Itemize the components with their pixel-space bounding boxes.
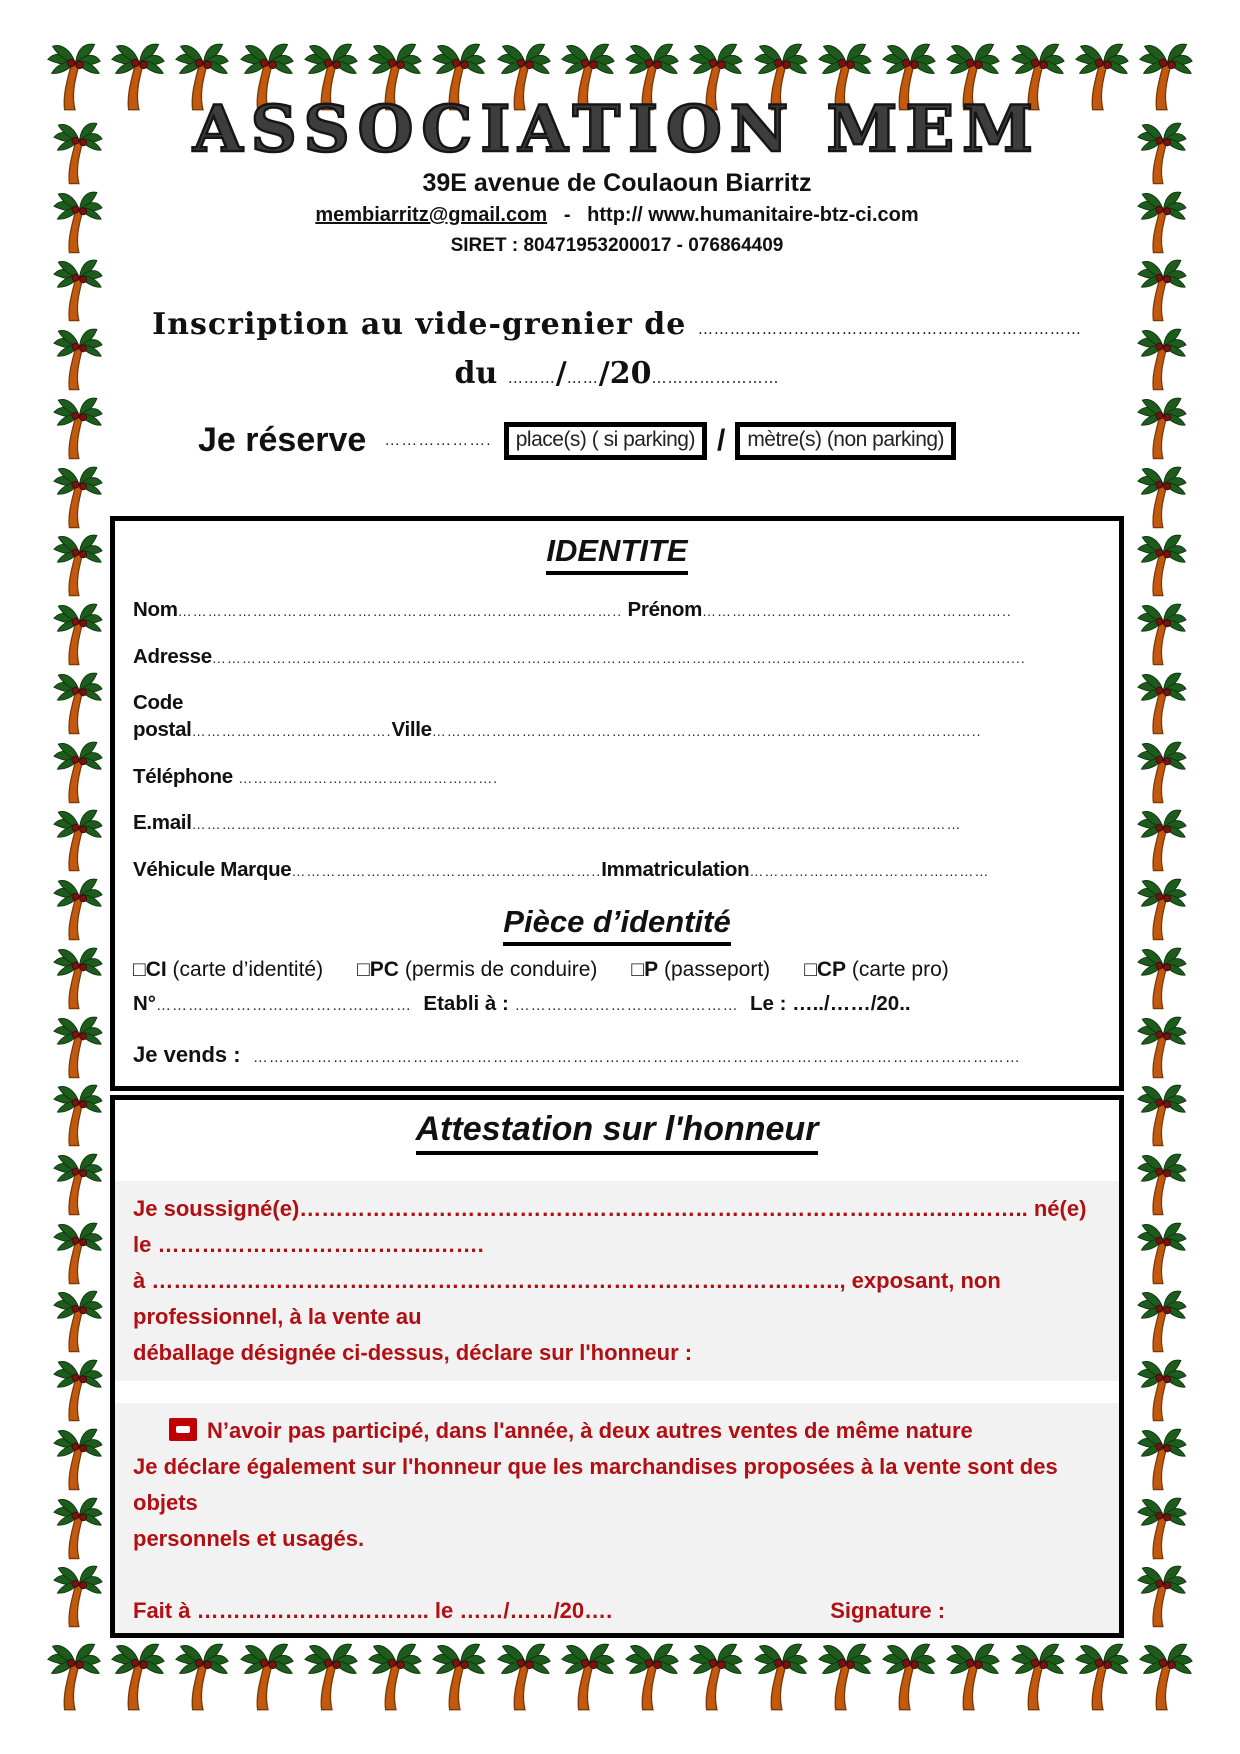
reserve-line — [198, 421, 1124, 460]
prenom-field: …………………………………………………….. — [702, 603, 1012, 620]
month-field: …… — [566, 369, 599, 388]
identity-title: IDENTITE — [133, 533, 1101, 575]
association-title: ASSOCIATION MEM — [192, 92, 1042, 167]
checkbox-ci[interactable]: □CI (carte d’identité) — [133, 957, 324, 981]
palm-tree-icon — [303, 1640, 359, 1716]
palm-tree-icon — [881, 1640, 937, 1716]
du-label: du — [454, 356, 498, 392]
telephone-label: Téléphone — [133, 764, 233, 788]
je-vends-field: ……………………………………………………………………………………………………………………………… — [252, 1048, 1021, 1066]
fait-a-label: Fait à ………………………….. le ……/……/20…. — [133, 1597, 613, 1623]
numero-field: ………………………………………… — [156, 996, 413, 1014]
year-field: …………………… — [651, 369, 780, 388]
slash: / — [555, 356, 567, 392]
attestation-line: à …………………………………………………………………………………., exposant, non professionnel, à la vente au — [133, 1267, 1001, 1329]
palm-tree-icon — [688, 1640, 744, 1716]
checkbox-p[interactable]: □P (passeport) — [631, 957, 771, 981]
places-parking-box: place(s) ( si parking) — [504, 422, 707, 460]
inscription-label: Inscription au vide-grenier de — [152, 307, 687, 343]
identity-section — [110, 516, 1124, 1090]
nom-label: Nom — [133, 598, 178, 622]
immatriculation-field: ………………………………………… — [749, 863, 990, 880]
palm-tree-icon — [817, 1640, 873, 1716]
bullet-line — [133, 1413, 1101, 1449]
piece-identite-title: Pièce d’identité — [133, 904, 1101, 946]
reserve-separator: / — [716, 423, 726, 457]
palm-tree-icon — [110, 1640, 166, 1716]
name-row — [133, 597, 1101, 624]
palm-tree-icon — [624, 1640, 680, 1716]
contact-line — [110, 204, 1124, 227]
checkbox-pc[interactable]: □PC (permis de conduire) — [357, 957, 598, 981]
palm-tree-icon — [945, 1640, 1001, 1716]
email-field: ………………………………………………………………………………………………………………………………….…… — [191, 816, 962, 833]
inscription-line — [110, 307, 1124, 342]
reserve-quantity-field: ………………. — [384, 431, 492, 449]
je-vends-row — [133, 1042, 1101, 1068]
day-field: ……… — [507, 369, 556, 388]
attestation-line: déballage désignée ci-dessus, déclare sur l'honneur : — [133, 1339, 693, 1365]
etabli-field: …………………………………… — [514, 996, 739, 1014]
id-number-row — [133, 992, 1101, 1016]
signature-label: Signature : — [830, 1597, 946, 1623]
palm-tree-icon — [174, 1640, 230, 1716]
postal-city-row — [133, 690, 1101, 743]
prenom-label: Prénom — [627, 598, 703, 622]
numero-label: N° — [133, 991, 157, 1015]
declaration-line: personnels et usagés. — [133, 1525, 365, 1551]
palm-tree-icon — [1010, 1640, 1066, 1716]
palm-tree-icon — [367, 1640, 423, 1716]
palm-tree-icon — [1138, 1640, 1194, 1716]
palm-tree-icon — [753, 1640, 809, 1716]
vehicule-label: Véhicule Marque — [133, 858, 292, 882]
palm-tree-icon — [560, 1640, 616, 1716]
phone-row — [133, 764, 1101, 791]
je-vends-label: Je vends : — [133, 1041, 241, 1067]
year-prefix: /20 — [598, 356, 652, 392]
checkbox-icon[interactable]: □ — [357, 957, 370, 981]
fait-signature-row — [133, 1593, 1101, 1629]
event-name-field: ……………………………………………………………… — [697, 320, 1082, 339]
header — [110, 92, 1124, 257]
attestation-line: Je soussigné(e)………………………………………………………………………….….……….. né(e) le ………………………………..……. — [133, 1195, 1087, 1257]
attestation-paragraph-1 — [115, 1181, 1119, 1381]
code-label: Code — [133, 691, 184, 715]
siret-line: SIRET : 80471953200017 - 076864409 — [450, 235, 784, 257]
vehicle-row — [133, 857, 1101, 884]
checkbox-icon[interactable]: □ — [631, 957, 645, 981]
palm-tree-icon — [239, 1640, 295, 1716]
declaration-line: Je déclare également sur l'honneur que les marchandises proposées à la vente sont des objets — [133, 1453, 1058, 1515]
bullet-text: N’avoir pas participé, dans l'année, à deux autres ventes de même nature — [207, 1417, 973, 1443]
minus-square-icon — [169, 1418, 197, 1441]
palm-tree-icon — [46, 1640, 102, 1716]
immatriculation-label: Immatriculation — [601, 858, 750, 882]
checkbox-icon[interactable]: □ — [804, 957, 817, 981]
reserve-label: Je réserve — [198, 421, 367, 460]
address-row — [133, 644, 1101, 671]
postal-label: postal — [133, 718, 192, 742]
website-link[interactable]: http:// www.humanitaire-btz-ci.com — [587, 204, 919, 227]
checkbox-cp[interactable]: □CP (carte pro) — [804, 957, 949, 981]
identity-fields — [133, 597, 1101, 883]
email-row — [133, 810, 1101, 837]
contact-separator: - — [563, 204, 571, 227]
email-link[interactable]: membiarritz@gmail.com — [315, 204, 548, 227]
postal-field: …………………………………. — [191, 723, 392, 740]
checkbox-icon[interactable]: □ — [133, 957, 146, 981]
attestation-paragraph-2 — [115, 1403, 1119, 1633]
palm-tree-icon — [431, 1640, 487, 1716]
telephone-field: ……………………………………………. — [238, 769, 499, 786]
email-label: E.mail — [133, 811, 192, 835]
date-line — [110, 356, 1124, 391]
ville-label: Ville — [391, 718, 432, 742]
association-address: 39E avenue de Coulaoun Biarritz — [422, 169, 812, 198]
palm-border-bottom — [46, 1640, 1194, 1716]
adresse-label: Adresse — [133, 644, 212, 668]
etabli-label: Etabli à : — [423, 991, 509, 1015]
id-type-options — [133, 958, 1101, 982]
ville-field: ……………………………………………………………………………………………….. — [431, 723, 982, 740]
metres-non-parking-box: mètre(s) (non parking) — [735, 422, 956, 460]
palm-tree-icon — [1074, 1640, 1130, 1716]
attestation-section — [110, 1095, 1124, 1638]
attestation-title: Attestation sur l'honneur — [115, 1110, 1119, 1155]
vehicule-field: …………………………………………………….. — [291, 863, 602, 880]
adresse-field: ……………………………………………………………………………………………………………………………………….......... — [211, 649, 1026, 666]
nom-field: ………………………………………………….……..………………….. — [177, 603, 623, 620]
le-date-label: Le : …../……/20.. — [749, 991, 911, 1015]
palm-tree-icon — [496, 1640, 552, 1716]
